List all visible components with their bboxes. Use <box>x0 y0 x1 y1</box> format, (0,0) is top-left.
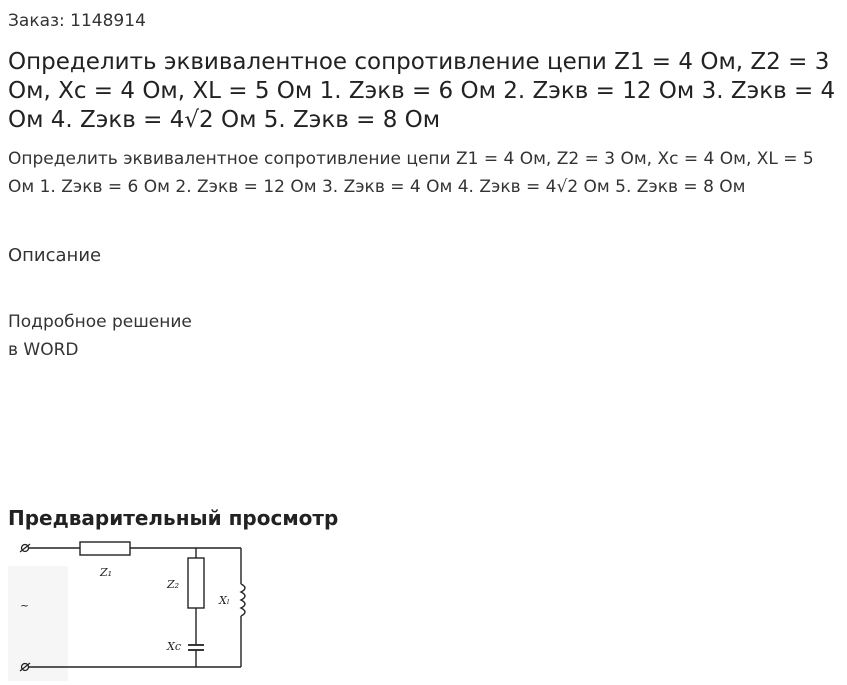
page-title: Определить эквивалентное сопротивление цепи Z1 = 4 Ом, Z2 = 3 Ом, Xc = 4 Ом, XL = 5 Ом 1. Zэкв = 6 Ом 2. Zэкв = 12 Ом 3. Zэкв = 4 Ом 4. Zэкв = 4√2 Ом 5. Zэкв = 8 Ом <box>8 49 836 133</box>
task-description: Определить эквивалентное сопротивление цепи Z1 = 4 Ом, Z2 = 3 Ом, Xc = 4 Ом, XL = 5 Ом 1. Zэкв = 6 Ом 2. Zэкв = 12 Ом 3. Zэкв = 4 Ом 4. Zэкв = 4√2 Ом 5. Zэкв = 8 Ом <box>8 149 814 197</box>
solution-line-1: Подробное решение <box>8 312 192 332</box>
circuit-preview-image <box>8 536 268 681</box>
z1-resistor <box>80 542 130 555</box>
order-number: Заказ: 1148914 <box>8 11 146 31</box>
solution-line-2: в WORD <box>8 340 79 360</box>
label-z2: Z₂ <box>167 578 180 591</box>
description-label: Описание <box>8 245 102 266</box>
label-z1: Z₁ <box>100 566 113 579</box>
label-xl: Xₗ <box>219 594 230 607</box>
preview-heading: Предварительный просмотр <box>8 506 339 530</box>
scan-shade <box>8 566 68 681</box>
solution-info <box>8 308 192 364</box>
label-ac-source: ~ <box>20 599 30 612</box>
z2-resistor <box>188 558 204 608</box>
circuit-diagram <box>8 536 268 681</box>
label-xc: Xc <box>167 640 181 653</box>
xl-inductor <box>241 584 245 616</box>
